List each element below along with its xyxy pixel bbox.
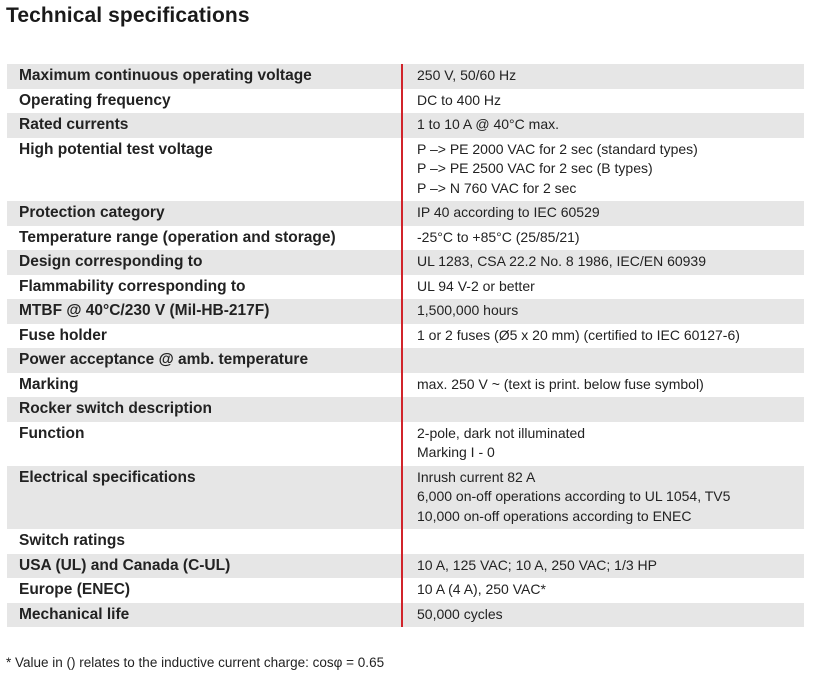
spec-value-line: 50,000 cycles (417, 605, 503, 622)
spec-value (402, 397, 804, 422)
table-row (7, 299, 804, 324)
spec-label: USA (UL) and Canada (C-UL) (7, 554, 402, 579)
spec-value-line: 10 A (4 A), 250 VAC* (417, 581, 546, 597)
spec-value (402, 324, 804, 349)
table-row (7, 201, 804, 226)
spec-label: Operating frequency (7, 89, 402, 114)
spec-value-line: P –> PE 2000 VAC for 2 sec (standard types) (417, 140, 698, 157)
spec-label: MTBF @ 40°C/230 V (Mil-HB-217F) (7, 299, 402, 324)
spec-label: High potential test voltage (7, 138, 402, 202)
spec-value (402, 578, 804, 603)
table-row (7, 373, 804, 398)
spec-value-line: P –> PE 2500 VAC for 2 sec (B types) (417, 160, 653, 176)
spec-table-body (7, 64, 804, 627)
spec-value-line: 2-pole, dark not illuminated (417, 424, 586, 441)
spec-value-line: Inrush current 82 A (417, 468, 536, 485)
spec-label: Europe (ENEC) (7, 578, 402, 603)
spec-label: Design corresponding to (7, 250, 402, 275)
spec-value (402, 466, 804, 530)
spec-label: Switch ratings (7, 529, 402, 554)
table-row (7, 113, 804, 138)
spec-value-line: 6,000 on-off operations according to UL 1054, TV5 (417, 488, 731, 504)
table-row (7, 138, 804, 202)
spec-label: Flammability corresponding to (7, 275, 402, 300)
spec-value (402, 373, 804, 398)
spec-label: Fuse holder (7, 324, 402, 349)
spec-label: Rocker switch description (7, 397, 402, 422)
table-row (7, 226, 804, 251)
spec-value-line: 1 to 10 A @ 40°C max. (417, 116, 559, 132)
table-row (7, 348, 804, 373)
spec-value-line: UL 94 V-2 or better (417, 277, 535, 294)
spec-label: Function (7, 422, 402, 466)
spec-value (402, 89, 804, 114)
spec-value-line: 1 or 2 fuses (Ø5 x 20 mm) (certified to IEC 60127-6) (417, 326, 740, 343)
spec-value-line: IP 40 according to IEC 60529 (417, 204, 600, 220)
spec-value-line: DC to 400 Hz (417, 91, 502, 108)
table-row (7, 466, 804, 530)
table-row (7, 89, 804, 114)
page-title: Technical specifications (6, 4, 250, 27)
spec-value (402, 348, 804, 373)
spec-label: Temperature range (operation and storage) (7, 226, 402, 251)
spec-value (402, 299, 804, 324)
spec-label: Protection category (7, 201, 402, 226)
spec-value (402, 275, 804, 300)
spec-value (402, 603, 804, 628)
table-row (7, 603, 804, 628)
spec-value-line: Marking I - 0 (417, 444, 495, 460)
spec-label: Power acceptance @ amb. temperature (7, 348, 402, 373)
spec-label: Maximum continuous operating voltage (7, 64, 402, 89)
spec-value (402, 554, 804, 579)
spec-value-line: P –> N 760 VAC for 2 sec (417, 179, 577, 196)
table-row (7, 275, 804, 300)
table-row (7, 578, 804, 603)
spec-value (402, 201, 804, 226)
table-row (7, 422, 804, 466)
spec-value (402, 226, 804, 251)
table-row (7, 397, 804, 422)
spec-value (402, 138, 804, 202)
table-row (7, 64, 804, 89)
footnote: * Value in () relates to the inductive current charge: cosφ = 0.65 (6, 655, 385, 670)
spec-value (402, 64, 804, 89)
spec-value (402, 113, 804, 138)
table-row (7, 554, 804, 579)
spec-value-line: max. 250 V ~ (text is print. below fuse symbol) (417, 375, 704, 392)
table-row (7, 529, 804, 554)
spec-value (402, 529, 804, 554)
spec-table (7, 64, 804, 627)
spec-value-line: -25°C to +85°C (25/85/21) (417, 228, 580, 245)
spec-value-line: 10,000 on-off operations according to ENEC (417, 507, 692, 524)
spec-label: Rated currents (7, 113, 402, 138)
spec-label: Electrical specifications (7, 466, 402, 530)
spec-label: Mechanical life (7, 603, 402, 628)
spec-value (402, 250, 804, 275)
spec-value-line: 1,500,000 hours (417, 302, 519, 318)
spec-value-line: 250 V, 50/60 Hz (417, 67, 517, 83)
spec-value (402, 422, 804, 466)
table-row (7, 324, 804, 349)
spec-value-line: UL 1283, CSA 22.2 No. 8 1986, IEC/EN 60939 (417, 253, 707, 269)
table-row (7, 250, 804, 275)
spec-value-line: 10 A, 125 VAC; 10 A, 250 VAC; 1/3 HP (417, 556, 657, 573)
spec-label: Marking (7, 373, 402, 398)
